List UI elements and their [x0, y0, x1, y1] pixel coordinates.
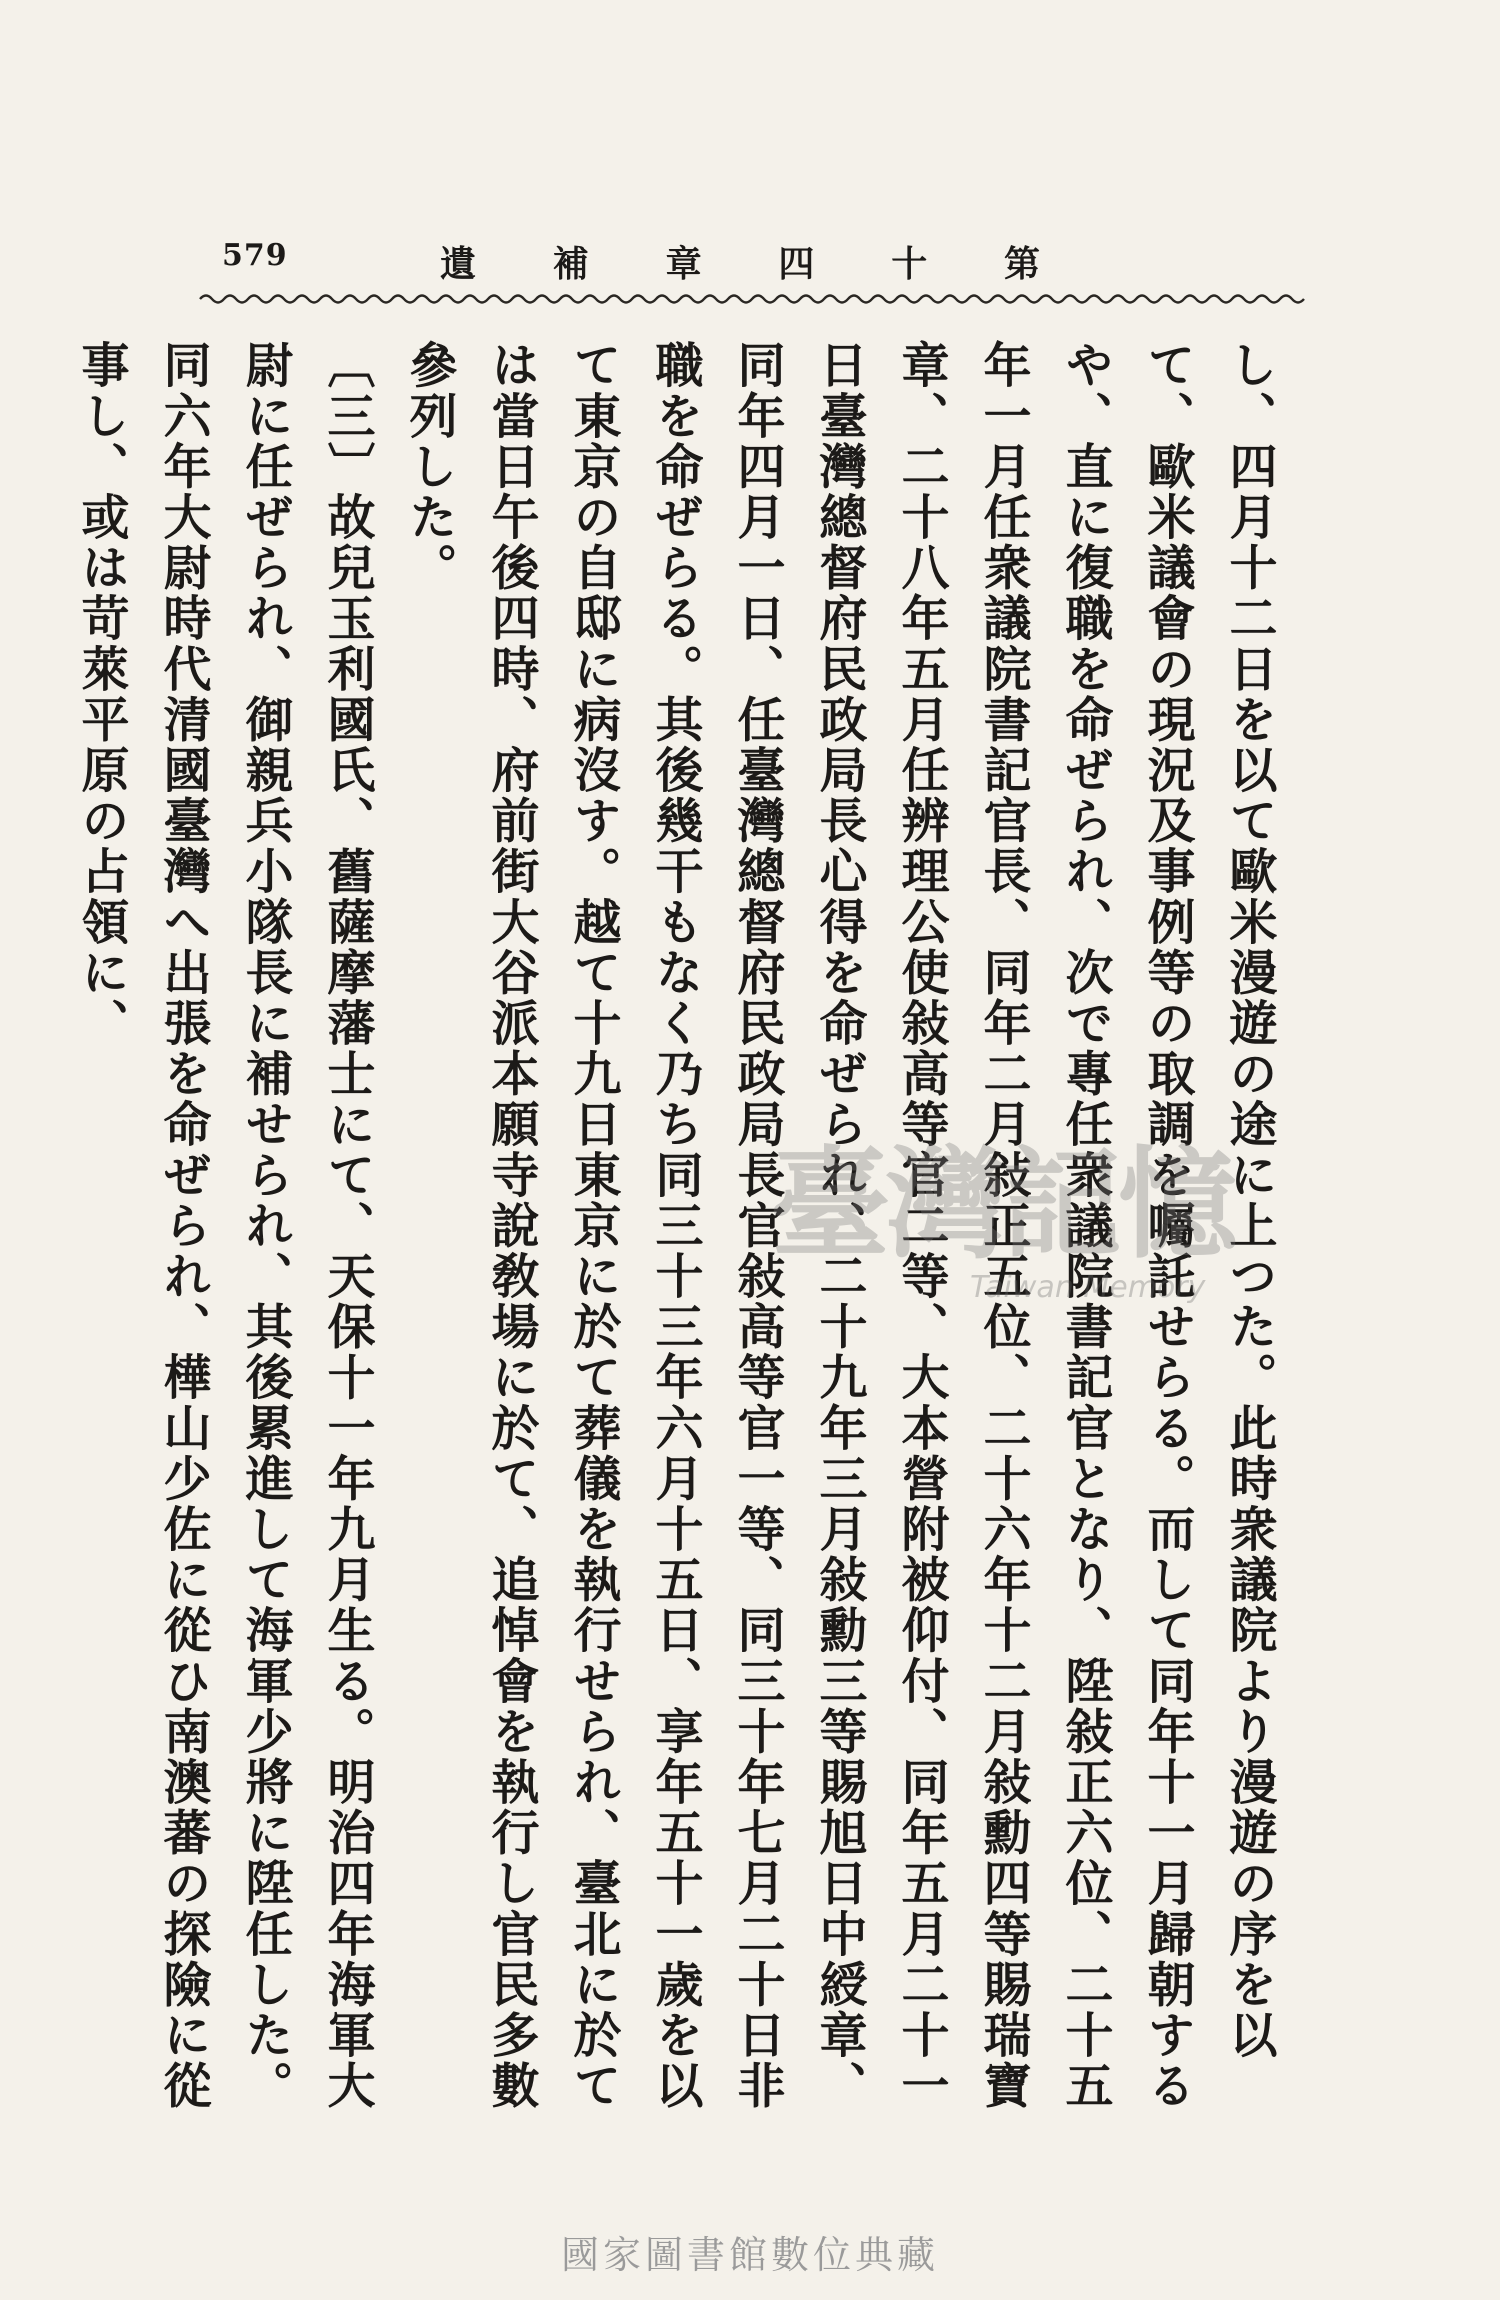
page-number: 579 — [222, 238, 288, 273]
section-text: 舊薩摩藩士にて、天保十一年九月生る。明治四年海軍大尉に任ぜられ、御親兵小隊長に補せられ、其後累進して海軍少將に陞任した。同六年大尉時代清國臺灣へ出張を命ぜられ、樺山少佐に從ひ南澳蕃の探險に從事し、或は苛萊平原の占領に、 — [73, 340, 375, 2112]
section-heading: 故兒玉利國氏、 — [319, 491, 375, 847]
watermark-logo: 臺灣記憶 — [770, 1134, 1234, 1275]
section-paragraph — [60, 340, 388, 2120]
vertical-text-body — [73, 340, 1290, 2120]
header-char: 十 — [891, 243, 928, 285]
header-char: 章 — [665, 243, 702, 285]
header-char: 遺 — [440, 243, 477, 285]
header-wavy-rule — [200, 292, 1310, 306]
footer-credit: 國家圖書館數位典藏 — [560, 2233, 939, 2277]
header-char: 第 — [1003, 243, 1040, 285]
header-char: 補 — [552, 243, 589, 285]
watermark-subtitle: Taiwan Memory — [970, 1270, 1206, 1305]
header-char: 四 — [778, 243, 815, 285]
section-marker: 〔三〕 — [319, 340, 375, 492]
paragraph: し、四月十二日を以て歐米漫遊の途に上つた。此時衆議院より漫遊の序を以て、歐米議會の現況及事例等の取調を囑託せらる。而して同年十一月歸朝するや、直に復職を命ぜられ、次で專任衆議院書記官となり、陞敍正六位、二十五年一月任衆議院書記官長、同年二月敍正五位、二十六年十二月敍勳四等賜瑞寶章、二十八年五月任辨理公使敍高等官二等、大本營附被仰付、同年五月二十一日臺灣總督府民政局長心得を命ぜられ、二十九年三月敍勳三等賜旭日中綬章、同年四月一日、任臺灣總督府民政局長官敍高等官一等、同三十年七月二十日非職を命ぜらる。其後幾干もなく乃ち同三十三年六月十五日、享年五十一歲を以て東京の自邸に病沒す。越て十九日東京に於て葬儀を執行せられ、臺北に於ては當日午後四時、府前街大谷派本願寺說敎場に於て、追悼會を執行し官民多數參列した。 — [401, 340, 1277, 2111]
running-header — [440, 236, 1040, 287]
